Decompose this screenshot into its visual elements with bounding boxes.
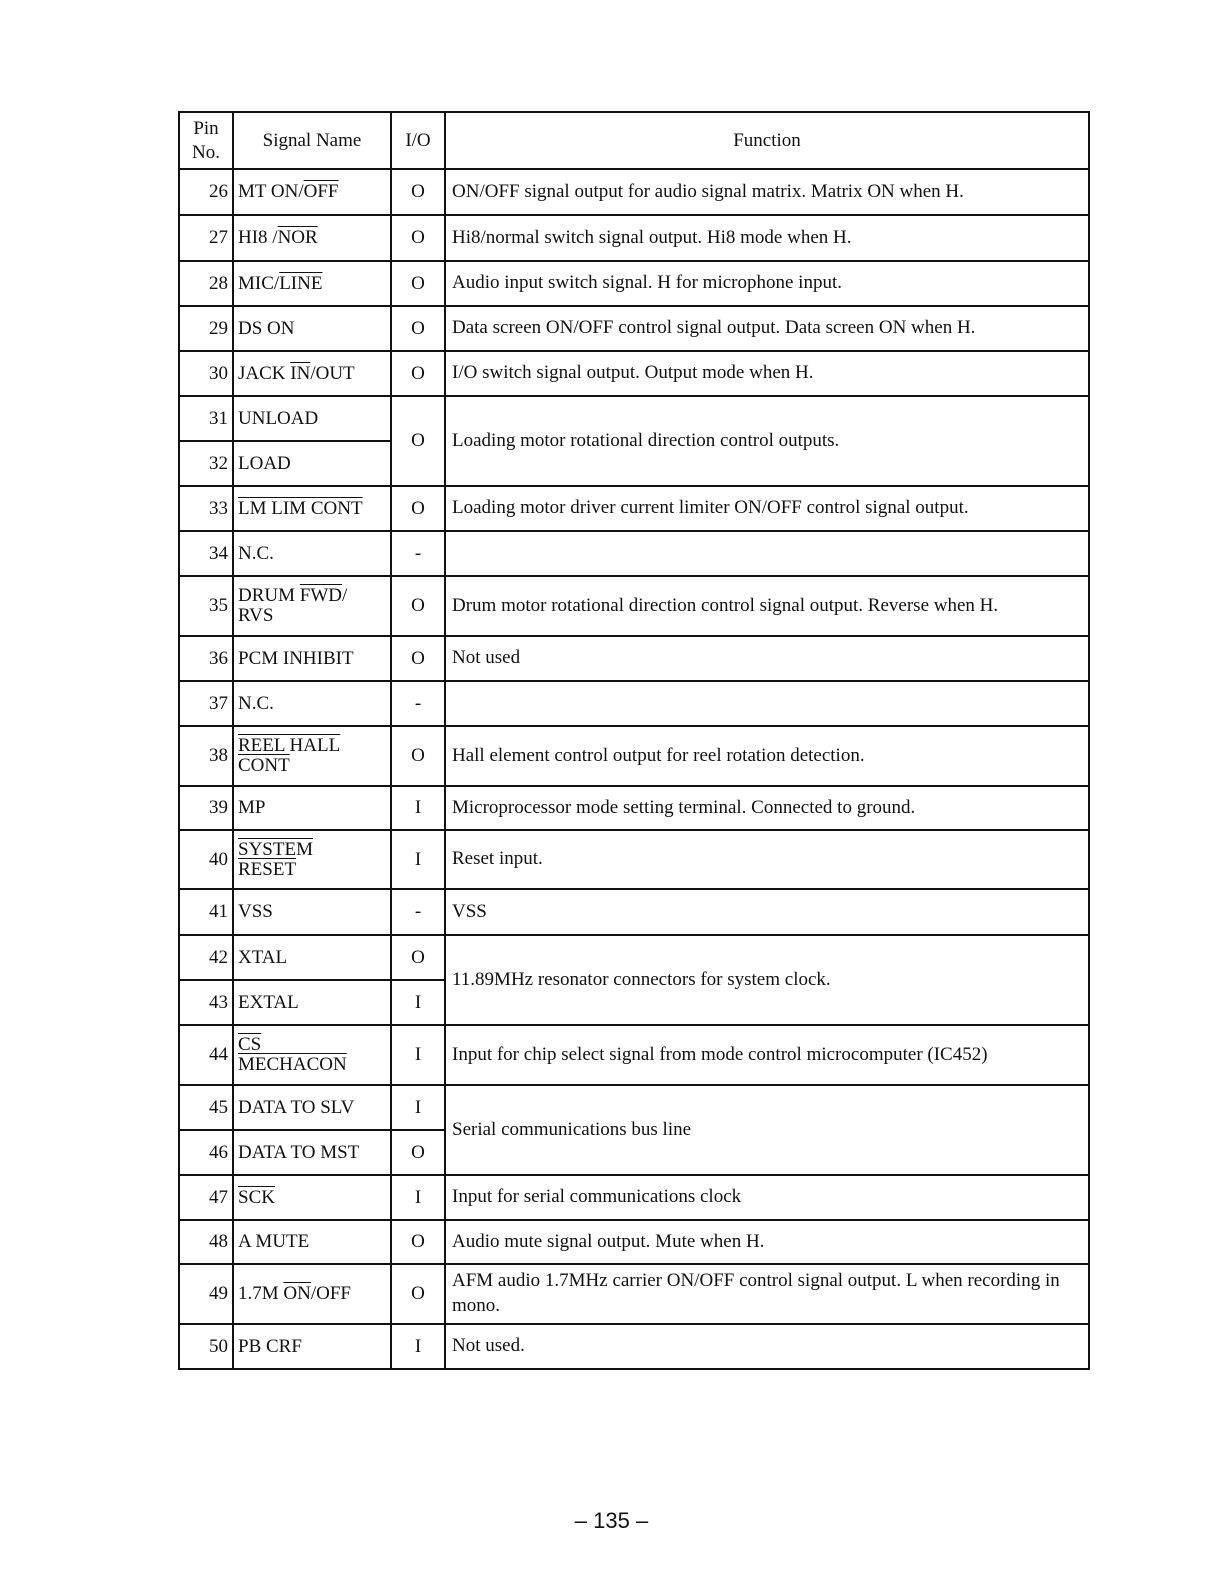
io-direction: O (391, 1130, 445, 1175)
io-direction: I (391, 786, 445, 830)
signal-name: SYSTEM RESET (233, 830, 391, 889)
pin-number: 46 (179, 1130, 233, 1175)
io-direction: O (391, 486, 445, 531)
io-direction: - (391, 681, 445, 726)
io-direction: O (391, 351, 445, 396)
function-text: Loading motor rotational direction control outputs. (445, 396, 1089, 486)
function-text: Not used. (445, 1324, 1089, 1369)
header-io: I/O (391, 112, 445, 169)
signal-name: MIC/LINE (233, 261, 391, 306)
table-row (179, 486, 1089, 531)
table-row (179, 169, 1089, 215)
pin-number: 35 (179, 576, 233, 636)
table-row (179, 935, 1089, 980)
pin-number: 36 (179, 636, 233, 681)
io-direction: I (391, 1085, 445, 1130)
io-direction: O (391, 169, 445, 215)
function-text: I/O switch signal output. Output mode when H. (445, 351, 1089, 396)
table-row (179, 1220, 1089, 1264)
pin-number: 38 (179, 726, 233, 786)
table-row (179, 576, 1089, 636)
io-direction: O (391, 726, 445, 786)
pin-number: 44 (179, 1025, 233, 1085)
signal-name: MT $ON/\overline{OFF}$ (233, 169, 391, 215)
function-text: Drum motor rotational direction control signal output. Reverse when H. (445, 576, 1089, 636)
pin-number: 50 (179, 1324, 233, 1369)
io-direction: O (391, 1220, 445, 1264)
table-row (179, 215, 1089, 261)
pin-number: 48 (179, 1220, 233, 1264)
table-row (179, 351, 1089, 396)
table-row (179, 1085, 1089, 1130)
io-direction: I (391, 1324, 445, 1369)
io-direction: O (391, 396, 445, 486)
pin-number: 29 (179, 306, 233, 351)
io-direction: O (391, 935, 445, 980)
function-text: Audio mute signal output. Mute when H. (445, 1220, 1089, 1264)
table-row (179, 636, 1089, 681)
signal-name: 1.7M $\overline{ON}$/OFF (233, 1264, 391, 1324)
io-direction: O (391, 576, 445, 636)
signal-name: LM LIM CONT (233, 486, 391, 531)
pin-number: 28 (179, 261, 233, 306)
function-text: Serial communications bus line (445, 1085, 1089, 1175)
io-direction: O (391, 261, 445, 306)
pin-number: 27 (179, 215, 233, 261)
signal-name: LOAD (233, 441, 391, 486)
signal-name: DATA TO SLV (233, 1085, 391, 1130)
table-row (179, 306, 1089, 351)
function-text: Microprocessor mode setting terminal. Connected to ground. (445, 786, 1089, 830)
table-row (179, 786, 1089, 830)
function-text: Input for serial communications clock (445, 1175, 1089, 1220)
function-text: Hi8/normal switch signal output. Hi8 mode when H. (445, 215, 1089, 261)
function-text: ON/OFF signal output for audio signal matrix. Matrix ON when H. (445, 169, 1089, 215)
function-text: Audio input switch signal. H for microphone input. (445, 261, 1089, 306)
pin-number: 40 (179, 830, 233, 889)
function-text: AFM audio 1.7MHz carrier ON/OFF control signal output. L when recording in mono. (445, 1264, 1089, 1324)
function-text: 11.89MHz resonator connectors for system clock. (445, 935, 1089, 1025)
signal-name: PB CRF (233, 1324, 391, 1369)
pin-number: 43 (179, 980, 233, 1025)
table-row (179, 681, 1089, 726)
signal-name: $\overline{CS}$ MECHACON (233, 1025, 391, 1085)
pin-number: 31 (179, 396, 233, 441)
function-text: Hall element control output for reel rotation detection. (445, 726, 1089, 786)
function-text: Not used (445, 636, 1089, 681)
signal-name: EXTAL (233, 980, 391, 1025)
io-direction: I (391, 980, 445, 1025)
header-function: Function (445, 112, 1089, 169)
signal-name: DATA TO MST (233, 1130, 391, 1175)
function-text (445, 531, 1089, 576)
pin-number: 37 (179, 681, 233, 726)
function-text: Loading motor driver current limiter ON/OFF control signal output. (445, 486, 1089, 531)
function-text: Input for chip select signal from mode control microcomputer (IC452) (445, 1025, 1089, 1085)
function-text (445, 681, 1089, 726)
io-direction: - (391, 889, 445, 935)
io-direction: I (391, 1175, 445, 1220)
pin-number: 33 (179, 486, 233, 531)
signal-name: JACK $\overline{IN}$/OUT (233, 351, 391, 396)
signal-name: A MUTE (233, 1220, 391, 1264)
signal-name: VSS (233, 889, 391, 935)
io-direction: O (391, 1264, 445, 1324)
pin-number: 41 (179, 889, 233, 935)
header-pin-no: Pin No. (179, 112, 233, 169)
pin-number: 34 (179, 531, 233, 576)
io-direction: I (391, 1025, 445, 1085)
table-row (179, 889, 1089, 935)
pin-number: 26 (179, 169, 233, 215)
pin-number: 39 (179, 786, 233, 830)
table-row (179, 1175, 1089, 1220)
io-direction: O (391, 215, 445, 261)
function-text: VSS (445, 889, 1089, 935)
table-header-row (179, 112, 1089, 169)
signal-name: HI8 $/\overline{NOR}$ (233, 215, 391, 261)
pin-function-table (178, 111, 1090, 1370)
signal-name: MP (233, 786, 391, 830)
signal-name: N.C. (233, 681, 391, 726)
io-direction: - (391, 531, 445, 576)
signal-name: $\overline{SCK}$ (233, 1175, 391, 1220)
io-direction: O (391, 636, 445, 681)
signal-name: PCM INHIBIT (233, 636, 391, 681)
signal-name: N.C. (233, 531, 391, 576)
pin-number: 49 (179, 1264, 233, 1324)
pin-number: 47 (179, 1175, 233, 1220)
table-row (179, 1324, 1089, 1369)
signal-name: DRUM $\overline{FWD}/$ RVS (233, 576, 391, 636)
page-number: – 135 – (574, 1508, 649, 1533)
signal-name: UNLOAD (233, 396, 391, 441)
table-row (179, 1264, 1089, 1324)
table-row (179, 726, 1089, 786)
signal-name: REEL HALL CONT (233, 726, 391, 786)
table-row (179, 531, 1089, 576)
function-text: Reset input. (445, 830, 1089, 889)
io-direction: I (391, 830, 445, 889)
table-row (179, 1025, 1089, 1085)
pin-number: 30 (179, 351, 233, 396)
io-direction: O (391, 306, 445, 351)
signal-name: DS ON (233, 306, 391, 351)
pin-number: 32 (179, 441, 233, 486)
pin-number: 45 (179, 1085, 233, 1130)
table-row (179, 396, 1089, 441)
table-row (179, 830, 1089, 889)
table-row (179, 261, 1089, 306)
pin-number: 42 (179, 935, 233, 980)
function-text: Data screen ON/OFF control signal output. Data screen ON when H. (445, 306, 1089, 351)
header-signal-name: Signal Name (233, 112, 391, 169)
signal-name: XTAL (233, 935, 391, 980)
